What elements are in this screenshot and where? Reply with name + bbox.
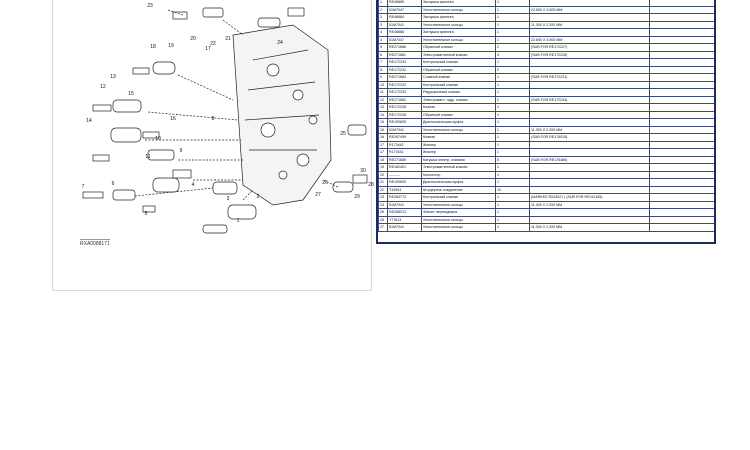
cell-no: 20	[379, 171, 388, 179]
cell-desc: Диагностическая муфта	[422, 119, 496, 127]
cell-pn: RE172233	[388, 59, 422, 67]
cell-desc: Электромагнитный клапан	[422, 51, 496, 59]
cell-no: 14	[379, 111, 388, 119]
cell-blank	[650, 126, 715, 134]
cell-remark	[530, 141, 650, 149]
cell-pn: 51M7047	[388, 6, 422, 14]
cell-desc: Заглушка фитинга	[422, 0, 496, 6]
callout: 19	[168, 43, 174, 49]
cell-pn: RE284773	[388, 194, 422, 202]
callout: 5	[144, 211, 148, 217]
callout: 27	[315, 192, 321, 198]
cell-pn: RE172236	[388, 111, 422, 119]
cell-qty: 1	[496, 164, 530, 172]
cell-no: 13	[379, 104, 388, 112]
cell-no: 15	[379, 119, 388, 127]
cell-no: 4	[379, 29, 388, 37]
cell-blank	[650, 74, 715, 82]
cell-no: 16	[379, 126, 388, 134]
cell-no: 8	[379, 66, 388, 74]
table-row	[379, 51, 715, 59]
cell-qty: 1	[496, 21, 530, 29]
cell-no: 3	[379, 21, 388, 29]
cell-blank	[650, 111, 715, 119]
cell-pn: 51M7041	[388, 224, 422, 232]
cell-qty: 5	[496, 156, 530, 164]
cell-blank	[650, 21, 715, 29]
cell-remark: (SUB FOR RE175015)	[530, 134, 650, 142]
cell-pn: RE258213	[388, 209, 422, 217]
cell-qty: 1	[496, 209, 530, 217]
cell-qty: 1	[496, 104, 530, 112]
cell-remark: 11.300 X 2.200 MM	[530, 201, 650, 209]
cell-remark	[530, 89, 650, 97]
table-row	[379, 224, 715, 232]
callout: 12	[100, 84, 106, 90]
cell-remark	[530, 66, 650, 74]
callout: 26	[322, 180, 328, 186]
cell-desc: Электромагн. гидр. клапан	[422, 96, 496, 104]
table-row	[379, 156, 715, 164]
cell-no: 2	[379, 6, 388, 14]
cell-no: 12	[379, 96, 388, 104]
cell-qty: 1	[496, 224, 530, 232]
cell-qty: 1	[496, 14, 530, 22]
cell-no: 16	[379, 134, 388, 142]
cell-blank	[650, 171, 715, 179]
callout: 22	[210, 41, 216, 47]
table-row	[379, 194, 715, 202]
cell-remark	[530, 171, 650, 179]
cell-no: 26	[379, 216, 388, 224]
callout: 17	[205, 46, 211, 52]
table-row	[379, 36, 715, 44]
cell-blank	[650, 194, 715, 202]
cell-desc: Клапан	[422, 104, 496, 112]
cell-pn: RE172232	[388, 66, 422, 74]
cell-pn: RE172233	[388, 89, 422, 97]
table-row	[379, 186, 715, 194]
cell-qty: 1	[496, 216, 530, 224]
callout: 11	[145, 154, 151, 160]
cell-qty: 1	[496, 179, 530, 187]
callout: 23	[147, 3, 153, 9]
cell-no: 9	[379, 74, 388, 82]
cell-qty: 1	[496, 36, 530, 44]
callout: 18	[150, 44, 156, 50]
cell-no: 27	[379, 224, 388, 232]
cell-desc: Обратный клапан	[422, 66, 496, 74]
cell-blank	[650, 134, 715, 142]
cell-remark: (SUB FOR RE172234)	[530, 96, 650, 104]
cell-blank	[650, 29, 715, 37]
callout: 21	[225, 36, 231, 42]
cell-desc: Уплотнительное кольцо	[422, 6, 496, 14]
cell-desc: Обратный клапан	[422, 111, 496, 119]
cell-pn: RE172232	[388, 81, 422, 89]
cell-qty: 1	[496, 89, 530, 97]
cell-blank	[650, 14, 715, 22]
cell-blank	[650, 51, 715, 59]
table-row	[379, 89, 715, 97]
cell-blank	[650, 209, 715, 217]
cell-blank	[650, 224, 715, 232]
cell-pn: T77613	[388, 216, 422, 224]
cell-no: 7	[379, 59, 388, 67]
table-row	[379, 104, 715, 112]
cell-blank	[650, 186, 715, 194]
cell-pn: RE190805	[388, 119, 422, 127]
table-row	[379, 21, 715, 29]
cell-qty: 1	[496, 6, 530, 14]
cell-desc: Диагностическая муфта	[422, 179, 496, 187]
cell-remark	[530, 149, 650, 157]
callout: 7	[81, 184, 85, 190]
cell-qty: 2	[496, 44, 530, 52]
cell-remark: 11.300 X 2.200 MM	[530, 224, 650, 232]
cell-qty: 1	[496, 201, 530, 209]
cell-qty: 1	[496, 81, 530, 89]
cell-blank	[650, 119, 715, 127]
table-row	[379, 179, 715, 187]
cell-desc: Уплотнительное кольцо	[422, 36, 496, 44]
cell-blank	[650, 149, 715, 157]
cell-desc: Уплотнительное кольцо	[422, 126, 496, 134]
cell-pn: T34904	[388, 186, 422, 194]
cell-remark	[530, 186, 650, 194]
cell-remark	[530, 179, 650, 187]
cell-pn: RE271684	[388, 74, 422, 82]
cell-remark	[530, 29, 650, 37]
cell-blank	[650, 164, 715, 172]
cell-qty: 1	[496, 171, 530, 179]
cell-remark	[530, 119, 650, 127]
table-row	[379, 119, 715, 127]
callout: 8	[211, 116, 215, 122]
table-row	[379, 59, 715, 67]
callout: 10	[155, 136, 161, 142]
cell-remark: (SUB FOR RE172228)	[530, 51, 650, 59]
cell-no: 25	[379, 209, 388, 217]
cell-desc: Жиклер	[422, 149, 496, 157]
table-row	[379, 149, 715, 157]
table-row	[379, 6, 715, 14]
cell-qty: 1	[496, 59, 530, 67]
cell-pn: RE267499	[388, 134, 422, 142]
cell-pn: RE271686	[388, 44, 422, 52]
parts-list-body	[379, 0, 715, 231]
cell-blank	[650, 6, 715, 14]
callout: 16	[170, 116, 176, 122]
callout: 29	[354, 194, 360, 200]
cell-qty: 2	[496, 66, 530, 74]
cell-desc: Уплотнительное кольцо	[422, 216, 496, 224]
cell-qty: 1	[496, 126, 530, 134]
cell-blank	[650, 179, 715, 187]
cell-remark: (SUB FOR RE175485)	[530, 156, 650, 164]
table-row	[379, 171, 715, 179]
cell-pn: RE182401	[388, 164, 422, 172]
cell-no: 22	[379, 186, 388, 194]
cell-remark	[530, 59, 650, 67]
cell-remark	[530, 216, 650, 224]
cell-qty: 2	[496, 96, 530, 104]
callout: 15	[128, 91, 134, 97]
cell-desc: Коллектор	[422, 171, 496, 179]
parts-list-table	[378, 0, 715, 232]
cell-no: 24	[379, 201, 388, 209]
cell-desc: Заглушка фитинга	[422, 29, 496, 37]
cell-blank	[650, 81, 715, 89]
callout: 3	[226, 196, 230, 202]
cell-desc: Контрольный клапан	[422, 194, 496, 202]
table-row	[379, 134, 715, 142]
cell-no: 21	[379, 179, 388, 187]
cell-no: 19	[379, 164, 388, 172]
exploded-parts-diagram	[53, 0, 377, 250]
cell-remark	[530, 209, 650, 217]
cell-no: 1	[379, 0, 388, 6]
cell-no: 6	[379, 51, 388, 59]
table-row	[379, 44, 715, 52]
cell-blank	[650, 104, 715, 112]
cell-pn: RE271685	[388, 156, 422, 164]
table-row	[379, 216, 715, 224]
table-row	[379, 96, 715, 104]
cell-blank	[650, 141, 715, 149]
cell-desc: Штуцерное соединение	[422, 186, 496, 194]
cell-remark	[530, 14, 650, 22]
callout: 13	[110, 74, 116, 80]
cell-qty: 1	[496, 119, 530, 127]
cell-desc: Контрольный клапан	[422, 81, 496, 89]
cell-pn: RE172235	[388, 104, 422, 112]
cell-desc: Электромагнитный клапан	[422, 164, 496, 172]
cell-qty: 1	[496, 141, 530, 149]
callout: 6	[111, 181, 115, 187]
cell-remark: (SUB FOR RE172227)	[530, 44, 650, 52]
cell-blank	[650, 156, 715, 164]
cell-desc: Жиклер	[422, 141, 496, 149]
cell-remark: (SUB FOR RE172231)	[530, 74, 650, 82]
cell-blank	[650, 89, 715, 97]
table-row	[379, 14, 715, 22]
cell-pn: R173441	[388, 149, 422, 157]
callout: 14	[86, 118, 92, 124]
callout: 20	[190, 36, 196, 42]
cell-desc: Редукционный клапан	[422, 89, 496, 97]
cell-desc: Уплотнительное кольцо	[422, 201, 496, 209]
cell-remark: 22.600 X 3.500 MM	[530, 36, 650, 44]
cell-remark: 22.600 X 3.500 MM	[530, 6, 650, 14]
table-row	[379, 74, 715, 82]
cell-pn: RE190805	[388, 179, 422, 187]
callout: 25	[340, 131, 346, 137]
cell-desc: Сливной клапан	[422, 74, 496, 82]
table-row	[379, 164, 715, 172]
cell-desc: Уплотнительное кольцо	[422, 21, 496, 29]
cell-desc: Клапан	[422, 134, 496, 142]
cell-pn: 51M7047	[388, 36, 422, 44]
callout: 1	[236, 218, 240, 224]
cell-pn: RE271681	[388, 51, 422, 59]
table-row	[379, 81, 715, 89]
callout: 4	[191, 182, 195, 188]
cell-no: 3	[379, 14, 388, 22]
table-row	[379, 201, 715, 209]
cell-remark	[530, 164, 650, 172]
cell-pn: RE46686	[388, 29, 422, 37]
cell-no: 18	[379, 156, 388, 164]
diagram-caption: RXA0088171	[80, 241, 110, 247]
cell-qty: 1	[496, 149, 530, 157]
callout: 24	[277, 40, 283, 46]
cell-blank	[650, 216, 715, 224]
cell-desc: Обратный клапан	[422, 44, 496, 52]
cell-no: 23	[379, 194, 388, 202]
cell-qty: 3	[496, 51, 530, 59]
cell-no: 5	[379, 44, 388, 52]
cell-no: 17	[379, 149, 388, 157]
cell-no: 17	[379, 141, 388, 149]
callout: 9	[179, 148, 183, 154]
cell-pn: RE46684	[388, 14, 422, 22]
exploded-diagram-panel	[52, 0, 372, 291]
cell-remark	[530, 81, 650, 89]
cell-qty: 1	[496, 111, 530, 119]
cell-pn: 51M7041	[388, 126, 422, 134]
cell-blank	[650, 44, 715, 52]
cell-remark	[530, 104, 650, 112]
cell-blank	[650, 96, 715, 104]
cell-desc: Катушка электр. клапана	[422, 156, 496, 164]
callout: 30	[360, 168, 366, 174]
cell-pn: 51M7041	[388, 201, 422, 209]
cell-no: 10	[379, 81, 388, 89]
cell-no: 11	[379, 89, 388, 97]
cell-remark: 11.300 X 2.200 MM	[530, 126, 650, 134]
cell-blank	[650, 36, 715, 44]
table-row	[379, 209, 715, 217]
cell-qty: 1	[496, 29, 530, 37]
cell-blank	[650, 66, 715, 74]
cell-desc: Фитинг переходника	[422, 209, 496, 217]
cell-qty: 1	[496, 194, 530, 202]
cell-pn: ---------	[388, 171, 422, 179]
cell-pn: RE46689	[388, 0, 422, 6]
cell-pn: R173442	[388, 141, 422, 149]
cell-blank	[650, 201, 715, 209]
table-row	[379, 29, 715, 37]
cell-pn: 51M7041	[388, 21, 422, 29]
cell-qty: 1	[496, 0, 530, 6]
cell-desc: Уплотнительное кольцо	[422, 224, 496, 232]
table-row	[379, 111, 715, 119]
cell-remark: (MARKED R243021 ) (SUB FOR RE241165)	[530, 194, 650, 202]
cell-blank	[650, 59, 715, 67]
cell-remark	[530, 111, 650, 119]
table-row	[379, 66, 715, 74]
callout: 2	[256, 194, 260, 200]
cell-pn: RE271682	[388, 96, 422, 104]
table-row	[379, 141, 715, 149]
table-row	[379, 126, 715, 134]
cell-desc: Контрольный клапан	[422, 59, 496, 67]
cell-no: 4	[379, 36, 388, 44]
cell-desc: Заглушка фитинга	[422, 14, 496, 22]
callout: 28	[368, 182, 374, 188]
cell-qty: 1	[496, 134, 530, 142]
cell-qty: 1	[496, 74, 530, 82]
cell-qty: 10	[496, 186, 530, 194]
cell-remark: 11.300 X 2.200 MM	[530, 21, 650, 29]
